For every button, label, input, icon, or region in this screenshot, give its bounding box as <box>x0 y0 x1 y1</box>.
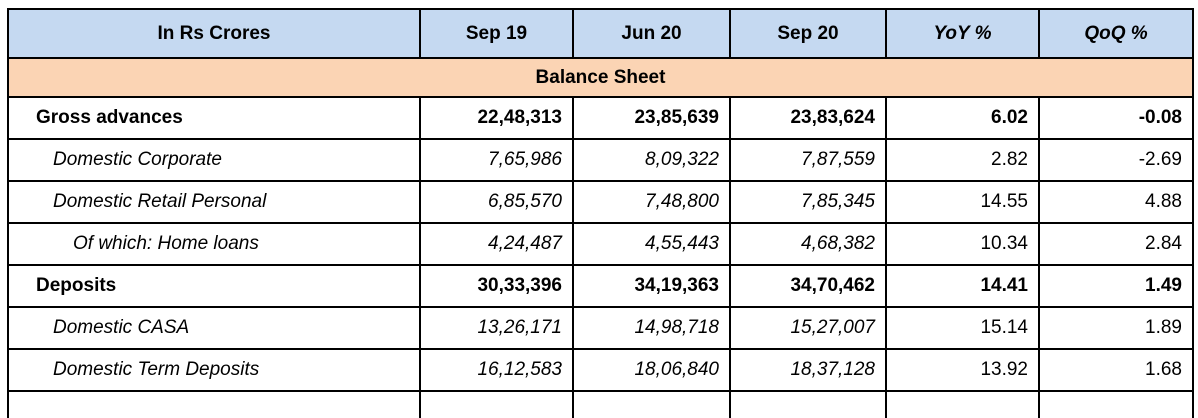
section-title: Balance Sheet <box>8 58 1193 97</box>
cell-jun20: 18,06,840 <box>573 349 730 391</box>
cell-sep20: 7,85,345 <box>730 181 886 223</box>
cell-jun20: 14,98,718 <box>573 307 730 349</box>
cell-sep19: 7,65,986 <box>420 139 573 181</box>
row-label: Domestic Retail Personal <box>8 181 420 223</box>
cell-jun20: 23,85,639 <box>573 97 730 139</box>
empty-cell <box>1039 391 1193 418</box>
cell-jun20: 8,09,322 <box>573 139 730 181</box>
row-label: Domestic CASA <box>8 307 420 349</box>
cell-sep19: 6,85,570 <box>420 181 573 223</box>
header-row <box>8 9 1193 58</box>
header-qoq: QoQ % <box>1039 9 1193 58</box>
row-label: Domestic Corporate <box>8 139 420 181</box>
cell-qoq: 1.89 <box>1039 307 1193 349</box>
row-label: Deposits <box>8 265 420 307</box>
cell-sep20: 23,83,624 <box>730 97 886 139</box>
empty-cell <box>886 391 1039 418</box>
section-row <box>8 58 1193 97</box>
cell-yoy: 2.82 <box>886 139 1039 181</box>
cell-sep19: 16,12,583 <box>420 349 573 391</box>
row-label: Of which: Home loans <box>8 223 420 265</box>
cell-yoy: 6.02 <box>886 97 1039 139</box>
cell-jun20: 34,19,363 <box>573 265 730 307</box>
row-label: Domestic Term Deposits <box>8 349 420 391</box>
cell-yoy: 15.14 <box>886 307 1039 349</box>
table-row <box>8 265 1193 307</box>
cell-qoq: -0.08 <box>1039 97 1193 139</box>
table-row <box>8 349 1193 391</box>
empty-cell <box>573 391 730 418</box>
cell-qoq: 4.88 <box>1039 181 1193 223</box>
cell-yoy: 13.92 <box>886 349 1039 391</box>
empty-cell <box>420 391 573 418</box>
header-sep20: Sep 20 <box>730 9 886 58</box>
cell-yoy: 14.55 <box>886 181 1039 223</box>
cell-sep19: 4,24,487 <box>420 223 573 265</box>
table-row <box>8 97 1193 139</box>
cell-jun20: 7,48,800 <box>573 181 730 223</box>
row-label: Gross advances <box>8 97 420 139</box>
cell-jun20: 4,55,443 <box>573 223 730 265</box>
cell-sep20: 7,87,559 <box>730 139 886 181</box>
empty-cell <box>730 391 886 418</box>
header-sep19: Sep 19 <box>420 9 573 58</box>
cell-sep20: 15,27,007 <box>730 307 886 349</box>
cell-qoq: 1.68 <box>1039 349 1193 391</box>
cell-yoy: 10.34 <box>886 223 1039 265</box>
cell-sep20: 34,70,462 <box>730 265 886 307</box>
empty-cell <box>8 391 420 418</box>
header-jun20: Jun 20 <box>573 9 730 58</box>
cell-yoy: 14.41 <box>886 265 1039 307</box>
table-row <box>8 139 1193 181</box>
table-row-cutoff <box>8 391 1193 418</box>
cell-qoq: 1.49 <box>1039 265 1193 307</box>
cell-sep19: 22,48,313 <box>420 97 573 139</box>
cell-sep19: 30,33,396 <box>420 265 573 307</box>
header-yoy: YoY % <box>886 9 1039 58</box>
table-row <box>8 181 1193 223</box>
cell-sep20: 18,37,128 <box>730 349 886 391</box>
cell-sep20: 4,68,382 <box>730 223 886 265</box>
table-row <box>8 223 1193 265</box>
header-units: In Rs Crores <box>8 9 420 58</box>
cell-sep19: 13,26,171 <box>420 307 573 349</box>
cell-qoq: -2.69 <box>1039 139 1193 181</box>
table-row <box>8 307 1193 349</box>
balance-sheet-table <box>7 8 1194 418</box>
cell-qoq: 2.84 <box>1039 223 1193 265</box>
